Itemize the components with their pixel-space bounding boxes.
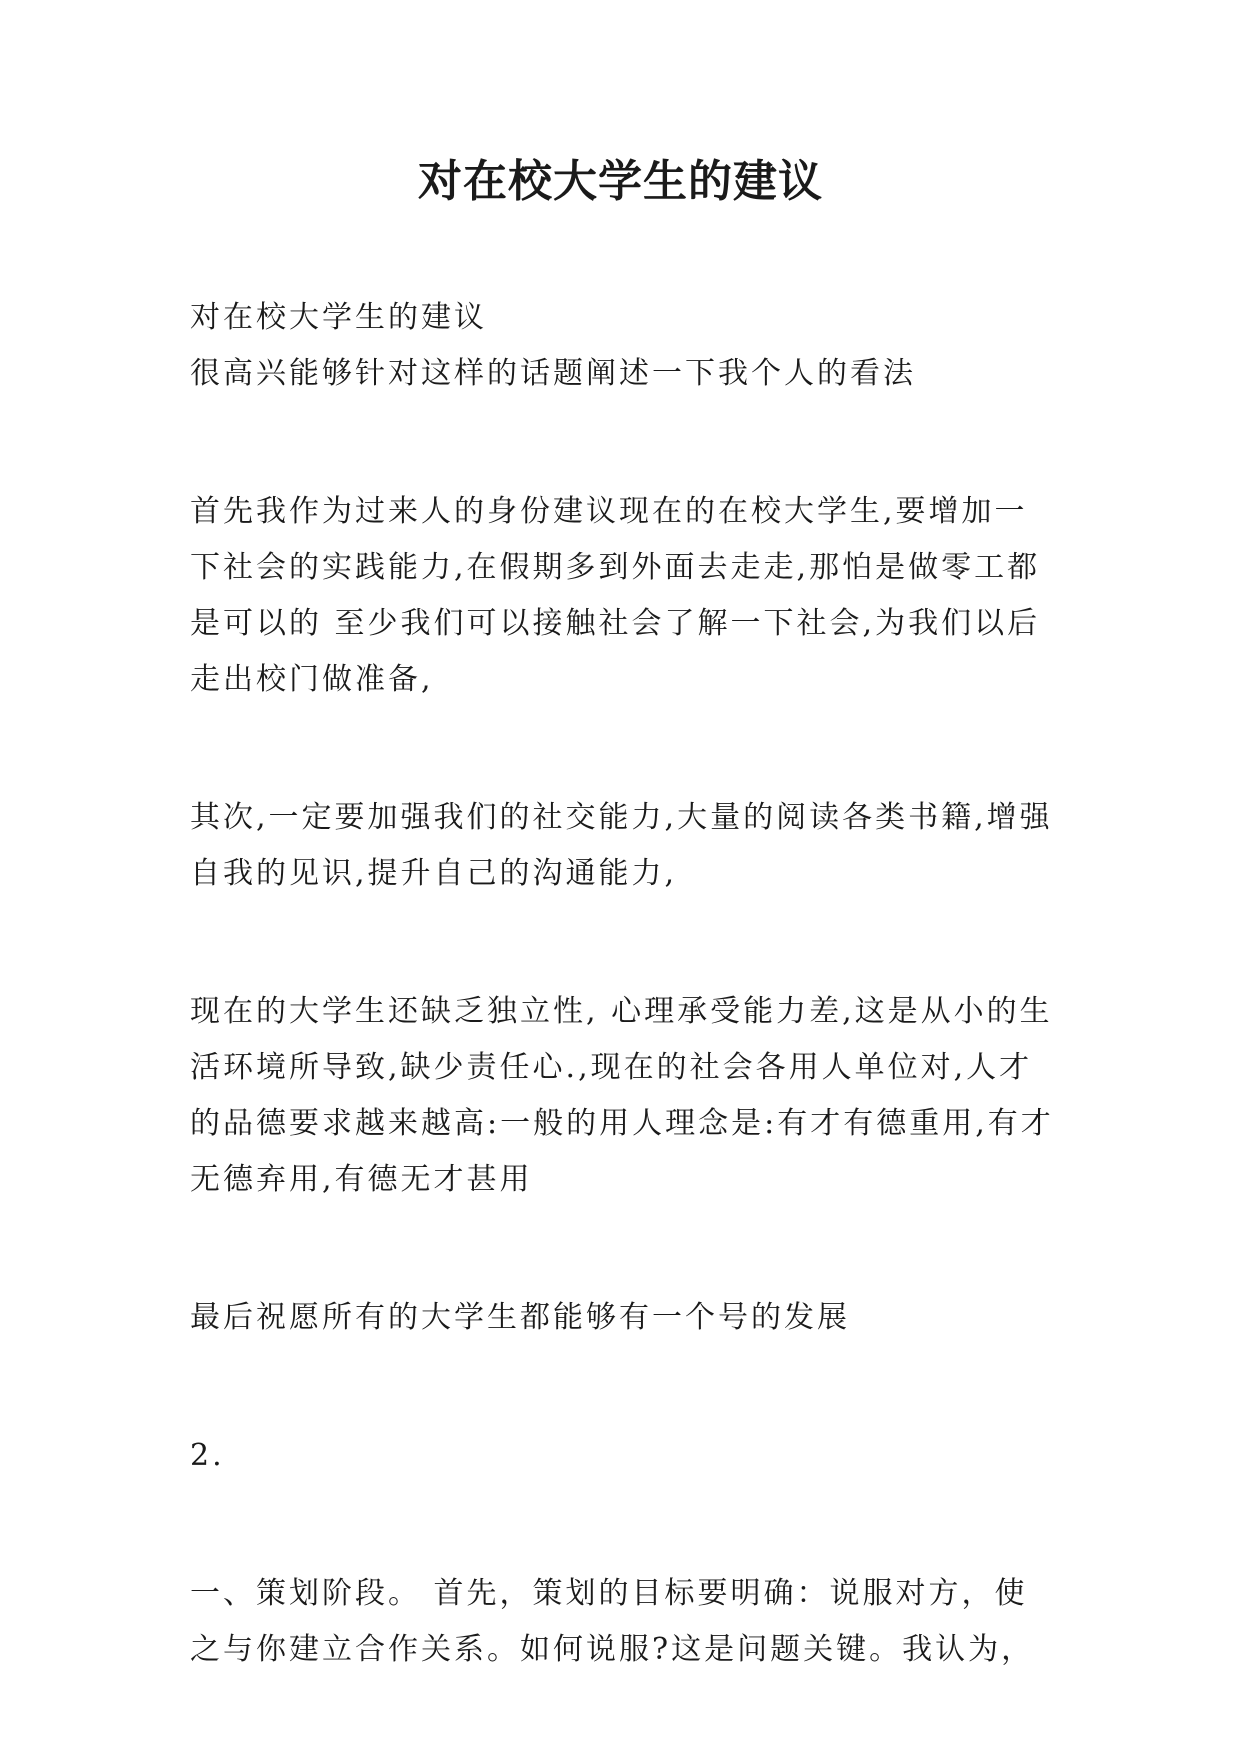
document-body bbox=[190, 290, 1060, 1678]
paragraph-gap bbox=[190, 1346, 1060, 1428]
paragraph-gap bbox=[190, 1484, 1060, 1566]
paragraph-planning: 一、策划阶段。 首先，策划的目标要明确：说服对方，使之与你建立合作关系。如何说服?这是问题关键。我认为， bbox=[190, 1576, 1035, 1667]
paragraph-closing: 最后祝愿所有的大学生都能够有一个号的发展 bbox=[190, 1300, 850, 1335]
paragraph-subtitle: 对在校大学生的建议 bbox=[190, 300, 487, 335]
section-number: 2. bbox=[190, 1438, 225, 1473]
paragraph-gap bbox=[190, 902, 1060, 984]
paragraph-second: 其次,一定要加强我们的社交能力,大量的阅读各类书籍,增强自我的见识,提升自己的沟通能力, bbox=[190, 800, 1053, 891]
paragraph-gap bbox=[190, 402, 1060, 484]
paragraph-gap bbox=[190, 708, 1060, 790]
paragraph-intro: 很高兴能够针对这样的话题阐述一下我个人的看法 bbox=[190, 356, 916, 391]
paragraph-gap bbox=[190, 1208, 1060, 1290]
paragraph-first: 首先我作为过来人的身份建议现在的在校大学生,要增加一下社会的实践能力,在假期多到外面去走走,那怕是做零工都是可以的 至少我们可以接触社会了解一下社会,为我们以后走出校门做准备, bbox=[190, 494, 1041, 697]
paragraph-third: 现在的大学生还缺乏独立性, 心理承受能力差,这是从小的生活环境所导致,缺少责任心.,现在的社会各用人单位对,人才的品德要求越来越高:一般的用人理念是:有才有德重用,有才无德弃用,有德无才甚用 bbox=[190, 994, 1054, 1197]
document-title: 对在校大学生的建议 bbox=[418, 156, 823, 207]
